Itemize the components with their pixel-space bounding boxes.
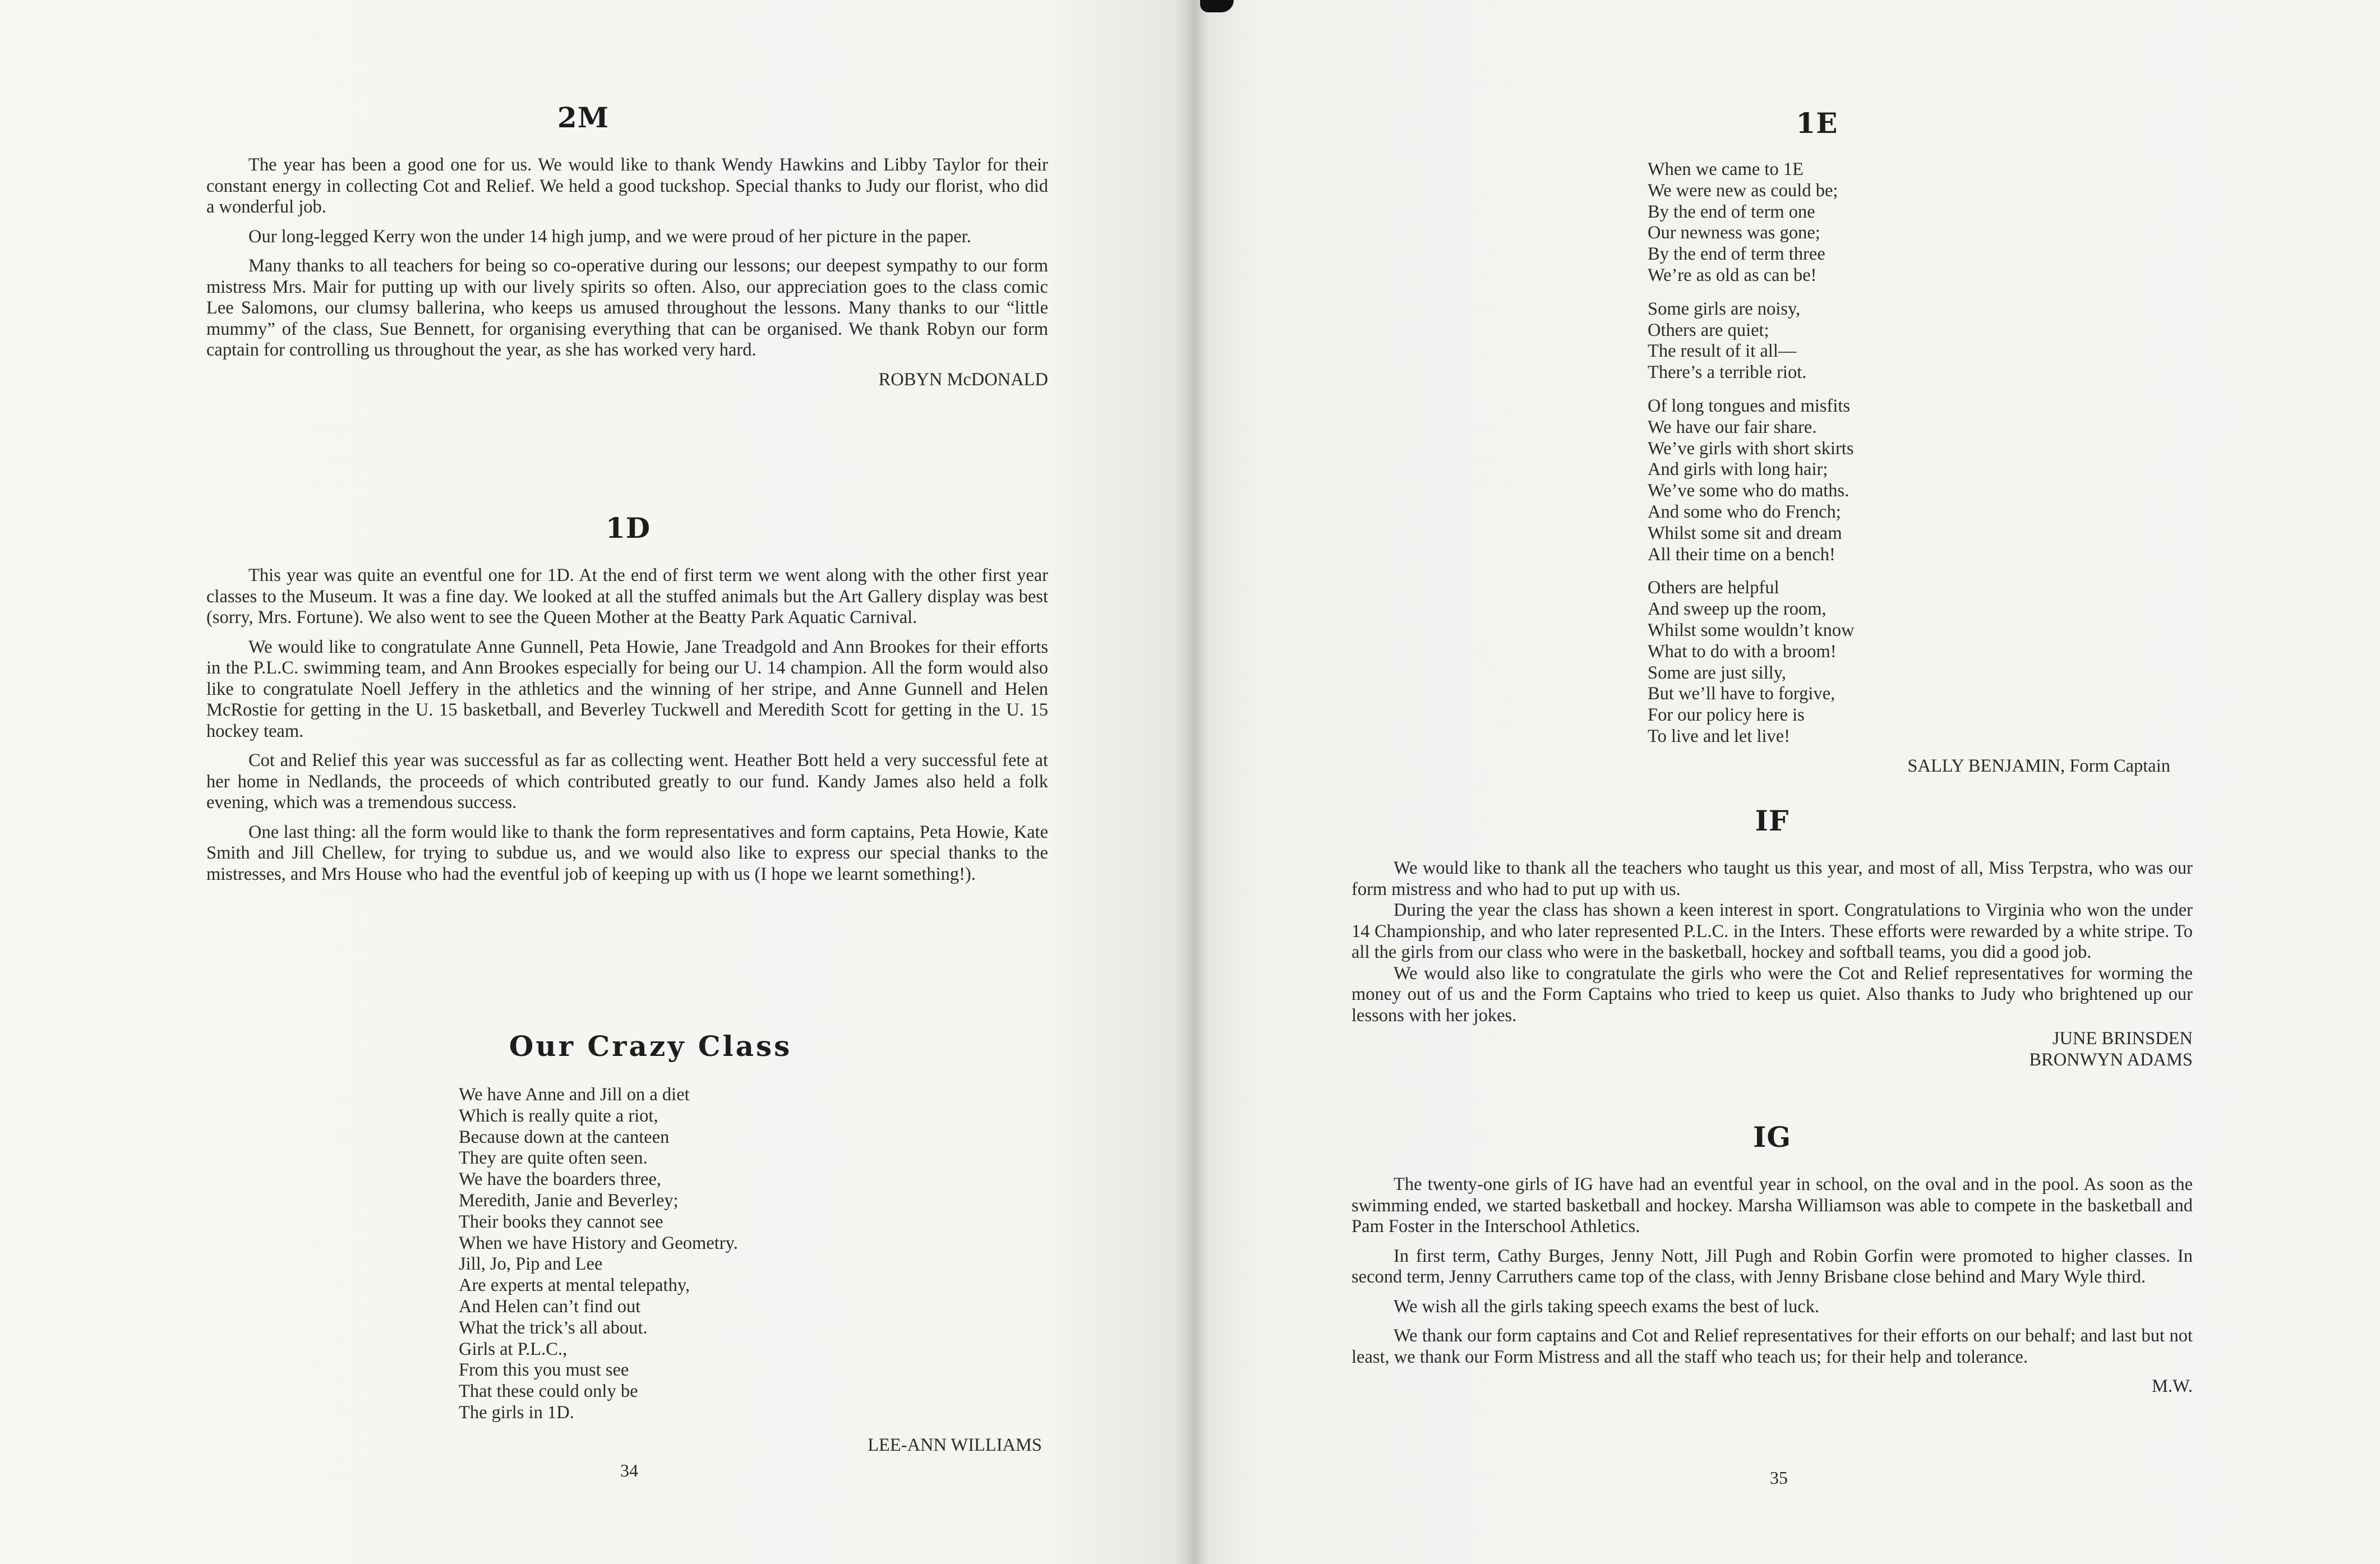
section-1d-body	[206, 565, 1048, 893]
paragraph: Many thanks to all teachers for being so co-operative during our lessons; our deepest sympathy to our form mistress Mrs. Mair for putting up with our lively spirits so often. Also, our appreciation goes to the class comic Lee Salomons, our clumsy ballerina, who keeps us amused throughout the lessons. Many thanks to our “little mummy” of the class, Sue Bennett, for organising everything that can be organised. We thank Robyn our form captain for controlling us throughout the year, as she has worked very hard.	[206, 256, 1048, 360]
section-2m-body	[206, 155, 1048, 390]
poem-line: Others are helpful	[1648, 578, 1779, 598]
poem-line: Jill, Jo, Pip and Lee	[459, 1254, 603, 1275]
poem-line: Because down at the canteen	[459, 1127, 670, 1147]
poem-line: And sweep up the room,	[1648, 599, 1826, 620]
poem-line: We have Anne and Jill on a diet	[459, 1085, 690, 1105]
poem-line: We’ve girls with short skirts	[1648, 438, 1854, 459]
poem-line: But we’ll have to forgive,	[1648, 684, 1835, 704]
poem-1e	[1648, 159, 2248, 748]
signature: ROBYN McDONALD	[878, 369, 1048, 390]
paragraph: Our long-legged Kerry won the under 14 high jump, and we were proud of her picture in the paper.	[248, 226, 971, 247]
heading-1d: 1D	[605, 511, 651, 545]
signature: JUNE BRINSDEN	[2052, 1028, 2193, 1049]
poem-line: When we have History and Geometry.	[459, 1233, 738, 1253]
poem-line: And some who do French;	[1648, 501, 1841, 522]
paragraph: One last thing: all the form would like to thank the form representatives and form captains, Peta Howie, Kate Smith and Jill Chellew, for trying to subdue us, and we would also like to express our special thanks to the mistresses, and Mrs House who had the eventful job of keeping up with us (I hope we learnt something!).	[206, 822, 1048, 884]
poem-line: Are experts at mental telepathy,	[459, 1275, 690, 1296]
poem-line: Girls at P.L.C.,	[459, 1339, 568, 1359]
signature-block	[1352, 1028, 2193, 1071]
poem-line: All their time on a bench!	[1648, 544, 1835, 565]
paragraph: We would also like to congratulate the girls who were the Cot and Relief representatives for worming the money out of us and the Form Captains who tried to keep us quiet. Also thanks to Judy who brightened up our lessons with her jokes.	[1352, 963, 2193, 1026]
signature: SALLY BENJAMIN, Form Captain	[1907, 756, 2170, 776]
paragraph: We would like to congratulate Anne Gunnell, Peta Howie, Jane Treadgold and Ann Brookes for their efforts in the P.L.C. swimming team, and Ann Brookes especially for being our U. 14 champion. All the form would also like to congratulate Noell Jeffery in the athletics and the winning of her stripe, and Anne Gunnell and Helen McRostie for getting in the U. 15 basketball, and Beverley Tuckwell and Meredith Scott for getting in the U. 15 hockey team.	[206, 636, 1048, 741]
poem-line: There’s a terrible riot.	[1648, 362, 1807, 383]
poem-our-crazy-class	[459, 1085, 1042, 1456]
section-1g-body	[1352, 1174, 2193, 1397]
poem-line: Of long tongues and misfits	[1648, 395, 1851, 416]
paragraph: We wish all the girls taking speech exams the best of luck.	[1394, 1296, 1820, 1317]
paragraph: The twenty-one girls of IG have had an eventful year in school, on the oval and in the pool. As soon as the swimming ended, we started basketball and hockey. Marsha Williamson was able to compete in the basketball and Pam Foster in the Interschool Athletics.	[1352, 1174, 2193, 1237]
poem-line: And girls with long hair;	[1648, 459, 1828, 480]
poem-line: The result of it all—	[1648, 341, 1797, 362]
right-page	[1189, 0, 2380, 1564]
paragraph: This year was quite an eventful one for 1D. At the end of first term we went along with the other first year classes to the Museum. It was a fine day. We looked at all the stuffed animals but the Art Gallery display was best (sorry, Mrs. Fortune). We also went to see the Queen Mother at the Beatty Park Aquatic Carnival.	[206, 565, 1048, 628]
poem-line: We’ve some who do maths.	[1648, 481, 1849, 501]
left-page	[0, 0, 1189, 1564]
poem-line: The girls in 1D.	[459, 1402, 574, 1423]
poem-line: That these could only be	[459, 1381, 638, 1402]
poem-line: When we came to 1E	[1648, 159, 1804, 179]
poem-line: We’re as old as can be!	[1648, 265, 1817, 285]
signature: LEE-ANN WILLIAMS	[868, 1434, 1042, 1455]
paragraph: During the year the class has shown a keen interest in sport. Congratulations to Virginia who won the under 14 Championship, and who later represented P.L.C. in the Inters. These efforts were rewarded by a white stripe. To all the girls from our class who were in the basketball, hockey and softball teams, you did a good job.	[1352, 900, 2193, 962]
poem-line: What to do with a broom!	[1648, 641, 1837, 662]
poem-line: Some girls are noisy,	[1648, 298, 1801, 319]
poem-line: What the trick’s all about.	[459, 1317, 648, 1338]
paragraph: We thank our form captains and Cot and Relief representatives for their efforts on our behalf; and last but not least, we thank our Form Mistress and all the staff who teach us; for their help and tolerance.	[1352, 1326, 2193, 1367]
poem-line: Our newness was gone;	[1648, 223, 1820, 243]
heading-our-crazy-class: Our Crazy Class	[509, 1030, 792, 1063]
paragraph: Cot and Relief this year was successful as far as collecting went. Heather Bott held a very successful fete at her home in Nedlands, the proceeds of which contributed greatly to our fund. Kandy James also held a folk evening, which was a tremendous success.	[206, 750, 1048, 813]
poem-line: By the end of term three	[1648, 244, 1825, 265]
poem-line: Whilst some wouldn’t know	[1648, 620, 1855, 640]
poem-stanza	[1648, 159, 2248, 287]
poem-line: For our policy here is	[1648, 705, 1805, 726]
signature: BRONWYN ADAMS	[2029, 1049, 2193, 1070]
poem-line: Whilst some sit and dream	[1648, 523, 1842, 543]
poem-line: Their books they cannot see	[459, 1211, 663, 1232]
poem-stanza	[1648, 299, 2248, 384]
poem-stanza	[459, 1085, 1042, 1424]
heading-1g: IG	[1752, 1120, 1792, 1154]
poem-line: They are quite often seen.	[459, 1148, 648, 1169]
poem-line: Which is really quite a riot,	[459, 1105, 658, 1126]
poem-line: To live and let live!	[1648, 726, 1791, 746]
section-1f-body	[1352, 858, 2193, 1071]
heading-1e: 1E	[1796, 107, 1838, 140]
heading-1f: IF	[1755, 804, 1789, 837]
paragraph: The year has been a good one for us. We would like to thank Wendy Hawkins and Libby Taylor for their constant energy in collecting Cot and Relief. We held a good tuckshop. Special thanks to Judy our florist, who did a wonderful job.	[206, 155, 1048, 217]
book-gutter-shadow	[1175, 0, 1209, 1564]
poem-stanza	[1648, 396, 2248, 565]
poem-line: We have the boarders three,	[459, 1169, 662, 1190]
poem-line: And Helen can’t find out	[459, 1296, 641, 1317]
page-number: 35	[1770, 1468, 1788, 1488]
poem-line: By the end of term one	[1648, 201, 1815, 222]
poem-line: From this you must see	[459, 1360, 629, 1381]
poem-line: We have our fair share.	[1648, 417, 1817, 437]
poem-line: Some are just silly,	[1648, 662, 1787, 683]
heading-2m: 2M	[557, 101, 610, 134]
paragraph: We would like to thank all the teachers who taught us this year, and most of all, Miss Terpstra, who was our form mistress and who had to put up with us.	[1352, 858, 2193, 899]
poem-stanza	[1648, 578, 2248, 747]
poem-line: We were new as could be;	[1648, 180, 1838, 201]
page-number: 34	[620, 1460, 638, 1480]
signature: M.W.	[2152, 1376, 2193, 1396]
paragraph: In first term, Cathy Burges, Jenny Nott, Jill Pugh and Robin Gorfin were promoted to higher classes. In second term, Jenny Carruthers came top of the class, with Jenny Brisbane close behind and Mary Wyle third.	[1352, 1245, 2193, 1287]
poem-line: Meredith, Janie and Beverley;	[459, 1190, 679, 1211]
poem-line: Others are quiet;	[1648, 320, 1769, 340]
